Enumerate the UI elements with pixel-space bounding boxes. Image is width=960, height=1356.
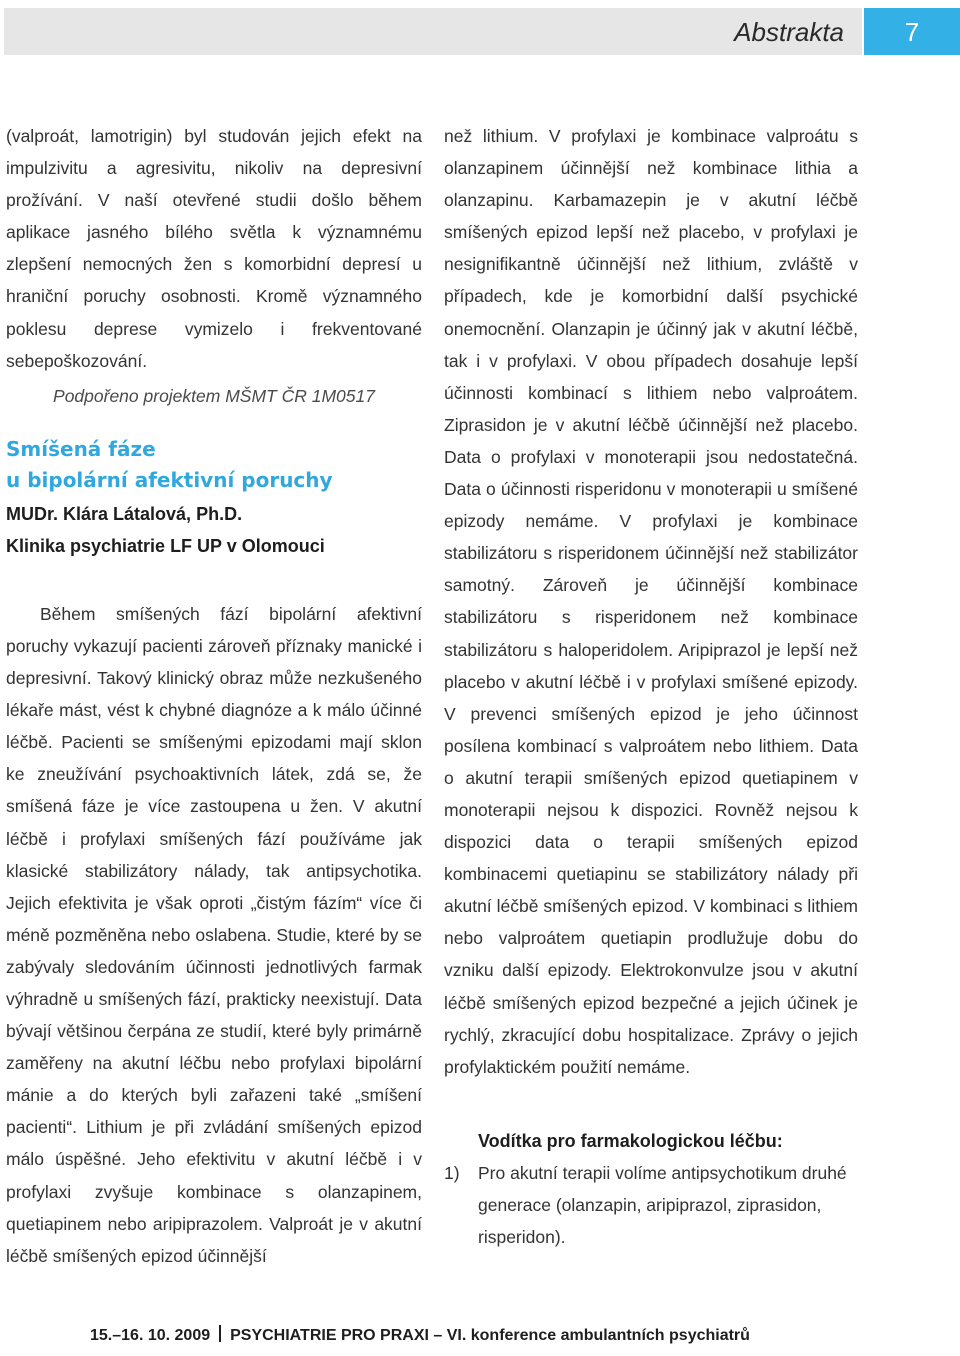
- list-item-number: 1): [444, 1162, 460, 1183]
- support-note: Podpořeno projektem MŠMT ČR 1M0517: [53, 385, 375, 406]
- list-item: [444, 1157, 858, 1253]
- guides-heading: Vodítka pro farmakologickou léčbu:: [478, 1130, 783, 1151]
- abstract-title-line2: u bipolární afektivní poruchy: [6, 467, 333, 492]
- abstract-body-right: než lithium. V profylaxi je kombinace valproátu s olanzapinem účinnější než kombinace lithia a olanzapinu. Karbamazepin je v akutní léčbě smíšených epizod lepší než placebo, v profylaxi je nesignifikantně účinnější než lithium, zvláště v případech, kde je komorbidní další psychické onemocnění. Olanzapin je účinný jak v akutní léčbě, tak i v profylaxi. V obou případech dosahuje lepší účinnosti kombinací s lithiem nebo valproátem. Ziprasidon je v akutní léčbě účinnější než placebo. Data o profylaxi v monoterapii jsou nedostatečná. Data o účinnosti risperidonu v monoterapii u smíšené epizody nemáme. V profylaxi je kombinace stabilizátoru s risperidonem účinnější než stabilizátor samotný. Zároveň je účinnější kombinace stabilizátoru s risperidonem než kombinace stabilizátoru s haloperidolem. Aripiprazol je lepší než placebo v akutní léčbě i v profylaxi smíšené epizody. V prevenci smíšených epizod je jeho účinnost posílena kombinací s valproátem nebo lithiem. Data o akutní terapii smíšených epizod quetiapinem v monoterapii nejsou k dispozici. Rovněž nejsou k dispozici data o terapii smíšených epizod kombinacemi quetiapinu se stabilizátory nálady při akutní léčbě smíšených epizod. V kombinaci s lithiem nebo valproátem quetiapin prodlužuje dobu do vzniku další epizody. Elektrokonvulze jsou v akutní léčbě smíšených epizod bezpečné a jejich účinek je rychlý, zkracující dobu hospitalizace. Zprávy o jejich profylaktickém použití nemáme.: [444, 126, 858, 1077]
- footer-conference: PSYCHIATRIE PRO PRAXI – VI. konference ambulantních psychiatrů: [230, 1327, 750, 1344]
- list-item-text: Pro akutní terapii volíme antipsychotikum druhé generace (olanzapin, aripiprazol, ziprasidon, risperidon).: [478, 1162, 847, 1247]
- page-number: 7: [864, 8, 960, 55]
- section-title: Abstrakta: [734, 17, 844, 47]
- author: MUDr. Klára Látalová, Ph.D.: [6, 503, 243, 524]
- affiliation: Klinika psychiatrie LF UP v Olomouci: [6, 535, 325, 556]
- abstract-body-left: Během smíšených fází bipolární afektivní poruchy vykazují pacienti zároveň příznaky manické i depresivní. Takový klinický obraz může nezkušeného lékaře mást, vést k chybné diagnóze a k málo účinné léčbě. Pacienti se smíšenými epizodami mají sklon ke zneužívání psychoaktivních látek, zdá se, že smíšená fáze je více zastoupena u žen. V akutní léčbě i profylaxi smíšených fází používáme jak klasické stabilizátory nálady, tak antipsychotika. Jejich efektivita je však oproti „čistým fázím“ více či méně pozměněna nebo oslabena. Studie, které by se zabývaly sledováním účinnosti jednotlivých farmak výhradně u smíšených fází, prakticky neexistují. Data bývají většinou čerpána ze studií, které byly primárně zaměřeny na akutní léčbu nebo profylaxi bipolární mánie a do kterých byli zařazeni také „smíšení pacienti“. Lithium je při zvládání smíšených epizod málo úspěšné. Jeho efektivitu v akutní léčbě i v profylaxi zvyšuje kombinace s olanzapinem, quetiapinem nebo aripiprazolem. Valproát je v akutní léčbě smíšených epizod účinnější: [6, 603, 422, 1266]
- intro-paragraph: (valproát, lamotrigin) byl studován jejich efekt na impulzivitu a agresivitu, nikoliv na depresivní prožívání. V naší otevřené studii došlo během aplikace jasného bílého světla k významnému zlepšení nemocných žen s komorbidní depresí u hraniční poruchy osobnosti. Kromě významného poklesu deprese vymizelo i frekventované sebepoškozování.: [6, 126, 422, 371]
- right-column: [444, 120, 858, 1253]
- footer-date: 15.–16. 10. 2009: [90, 1327, 211, 1344]
- abstract-title: [6, 434, 422, 496]
- abstract-title-line1: Smíšená fáze: [6, 436, 156, 461]
- footer-divider: [219, 1325, 221, 1342]
- header-bar: [4, 8, 862, 55]
- footer: [90, 1324, 750, 1348]
- left-column: [6, 120, 422, 1272]
